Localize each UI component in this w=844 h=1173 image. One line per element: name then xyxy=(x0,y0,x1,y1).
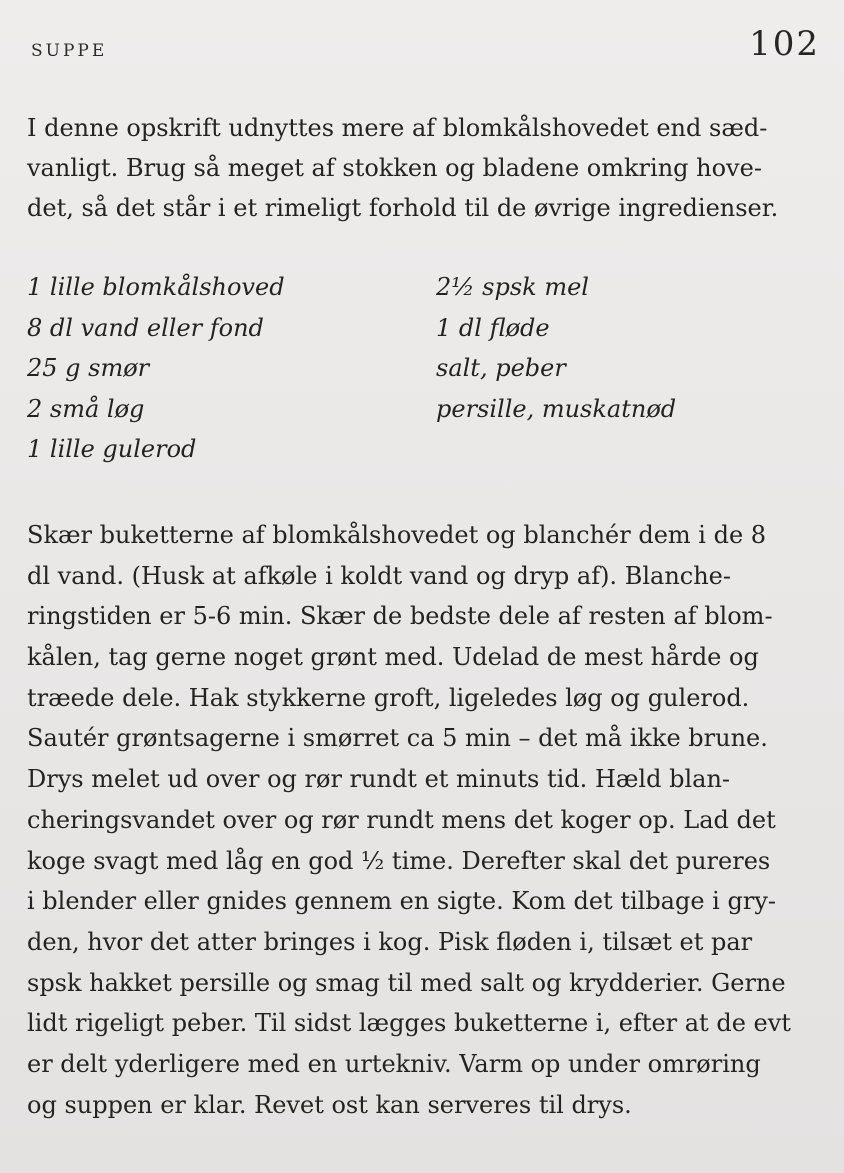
method-line: i blender eller gnides gennem en sigte. Kom det tilbage i gry- xyxy=(27,887,776,916)
method-line: den, hvor det atter bringes i kog. Pisk fløden i, tilsæt et par xyxy=(27,927,753,956)
method-line: Sautér grøntsagerne i smørret ca 5 min – det må ikke brune. xyxy=(27,724,768,753)
page-number: 102 xyxy=(749,24,820,64)
intro-line: I denne opskrift udnyttes mere af blomkålshovedet end sæd- xyxy=(27,114,768,142)
intro-paragraph xyxy=(27,108,822,228)
ingredient-list xyxy=(27,267,817,467)
section-label: SUPPE xyxy=(31,41,108,61)
method-paragraph xyxy=(27,515,822,1125)
method-line: lidt rigeligt peber. Til sidst lægges buketterne i, efter at de evt xyxy=(27,1009,791,1038)
ingredient-item: 1 lille gulerod xyxy=(27,435,197,463)
intro-line: vanligt. Brug så meget af stokken og bladene omkring hove- xyxy=(27,154,762,182)
method-line: og suppen er klar. Revet ost kan serveres til drys. xyxy=(27,1090,632,1119)
intro-line: det, så det står i et rimeligt forhold til de øvrige ingredienser. xyxy=(27,194,779,222)
ingredient-item: 1 lille blomkålshoved xyxy=(27,273,285,301)
ingredient-item: 8 dl vand eller fond xyxy=(27,313,264,342)
ingredient-item: 25 g smør xyxy=(27,354,150,382)
ingredient-column-right xyxy=(436,267,676,429)
method-line: Skær buketterne af blomkålshovedet og blanchér dem i de 8 xyxy=(27,521,767,549)
method-line: Drys melet ud over og rør rundt et minuts tid. Hæld blan- xyxy=(27,765,731,794)
method-line: spsk hakket persille og smag til med salt og krydderier. Gerne xyxy=(27,968,786,997)
method-line: kålen, tag gerne noget grønt med. Udelad de mest hårde og xyxy=(27,643,759,672)
ingredient-item: salt, peber xyxy=(436,354,566,382)
ingredient-item: 2½ spsk mel xyxy=(436,273,589,301)
method-line: cheringsvandet over og rør rundt mens det koger op. Lad det xyxy=(27,805,776,834)
method-line: er delt yderligere med en urtekniv. Varm op under omrøring xyxy=(27,1049,761,1078)
ingredient-item: 2 små løg xyxy=(27,394,145,423)
method-line: dl vand. (Husk at afkøle i koldt vand og dryp af). Blanche- xyxy=(27,561,731,590)
ingredient-column-left xyxy=(27,267,285,470)
method-line: træede dele. Hak stykkerne groft, ligeledes løg og gulerod. xyxy=(27,683,750,712)
method-line: koge svagt med låg en god ½ time. Derefter skal det pureres xyxy=(27,846,771,875)
ingredient-item: persille, muskatnød xyxy=(436,394,677,423)
method-line: ringstiden er 5-6 min. Skær de bedste dele af resten af blom- xyxy=(27,602,773,631)
ingredient-item: 1 dl fløde xyxy=(436,313,550,342)
